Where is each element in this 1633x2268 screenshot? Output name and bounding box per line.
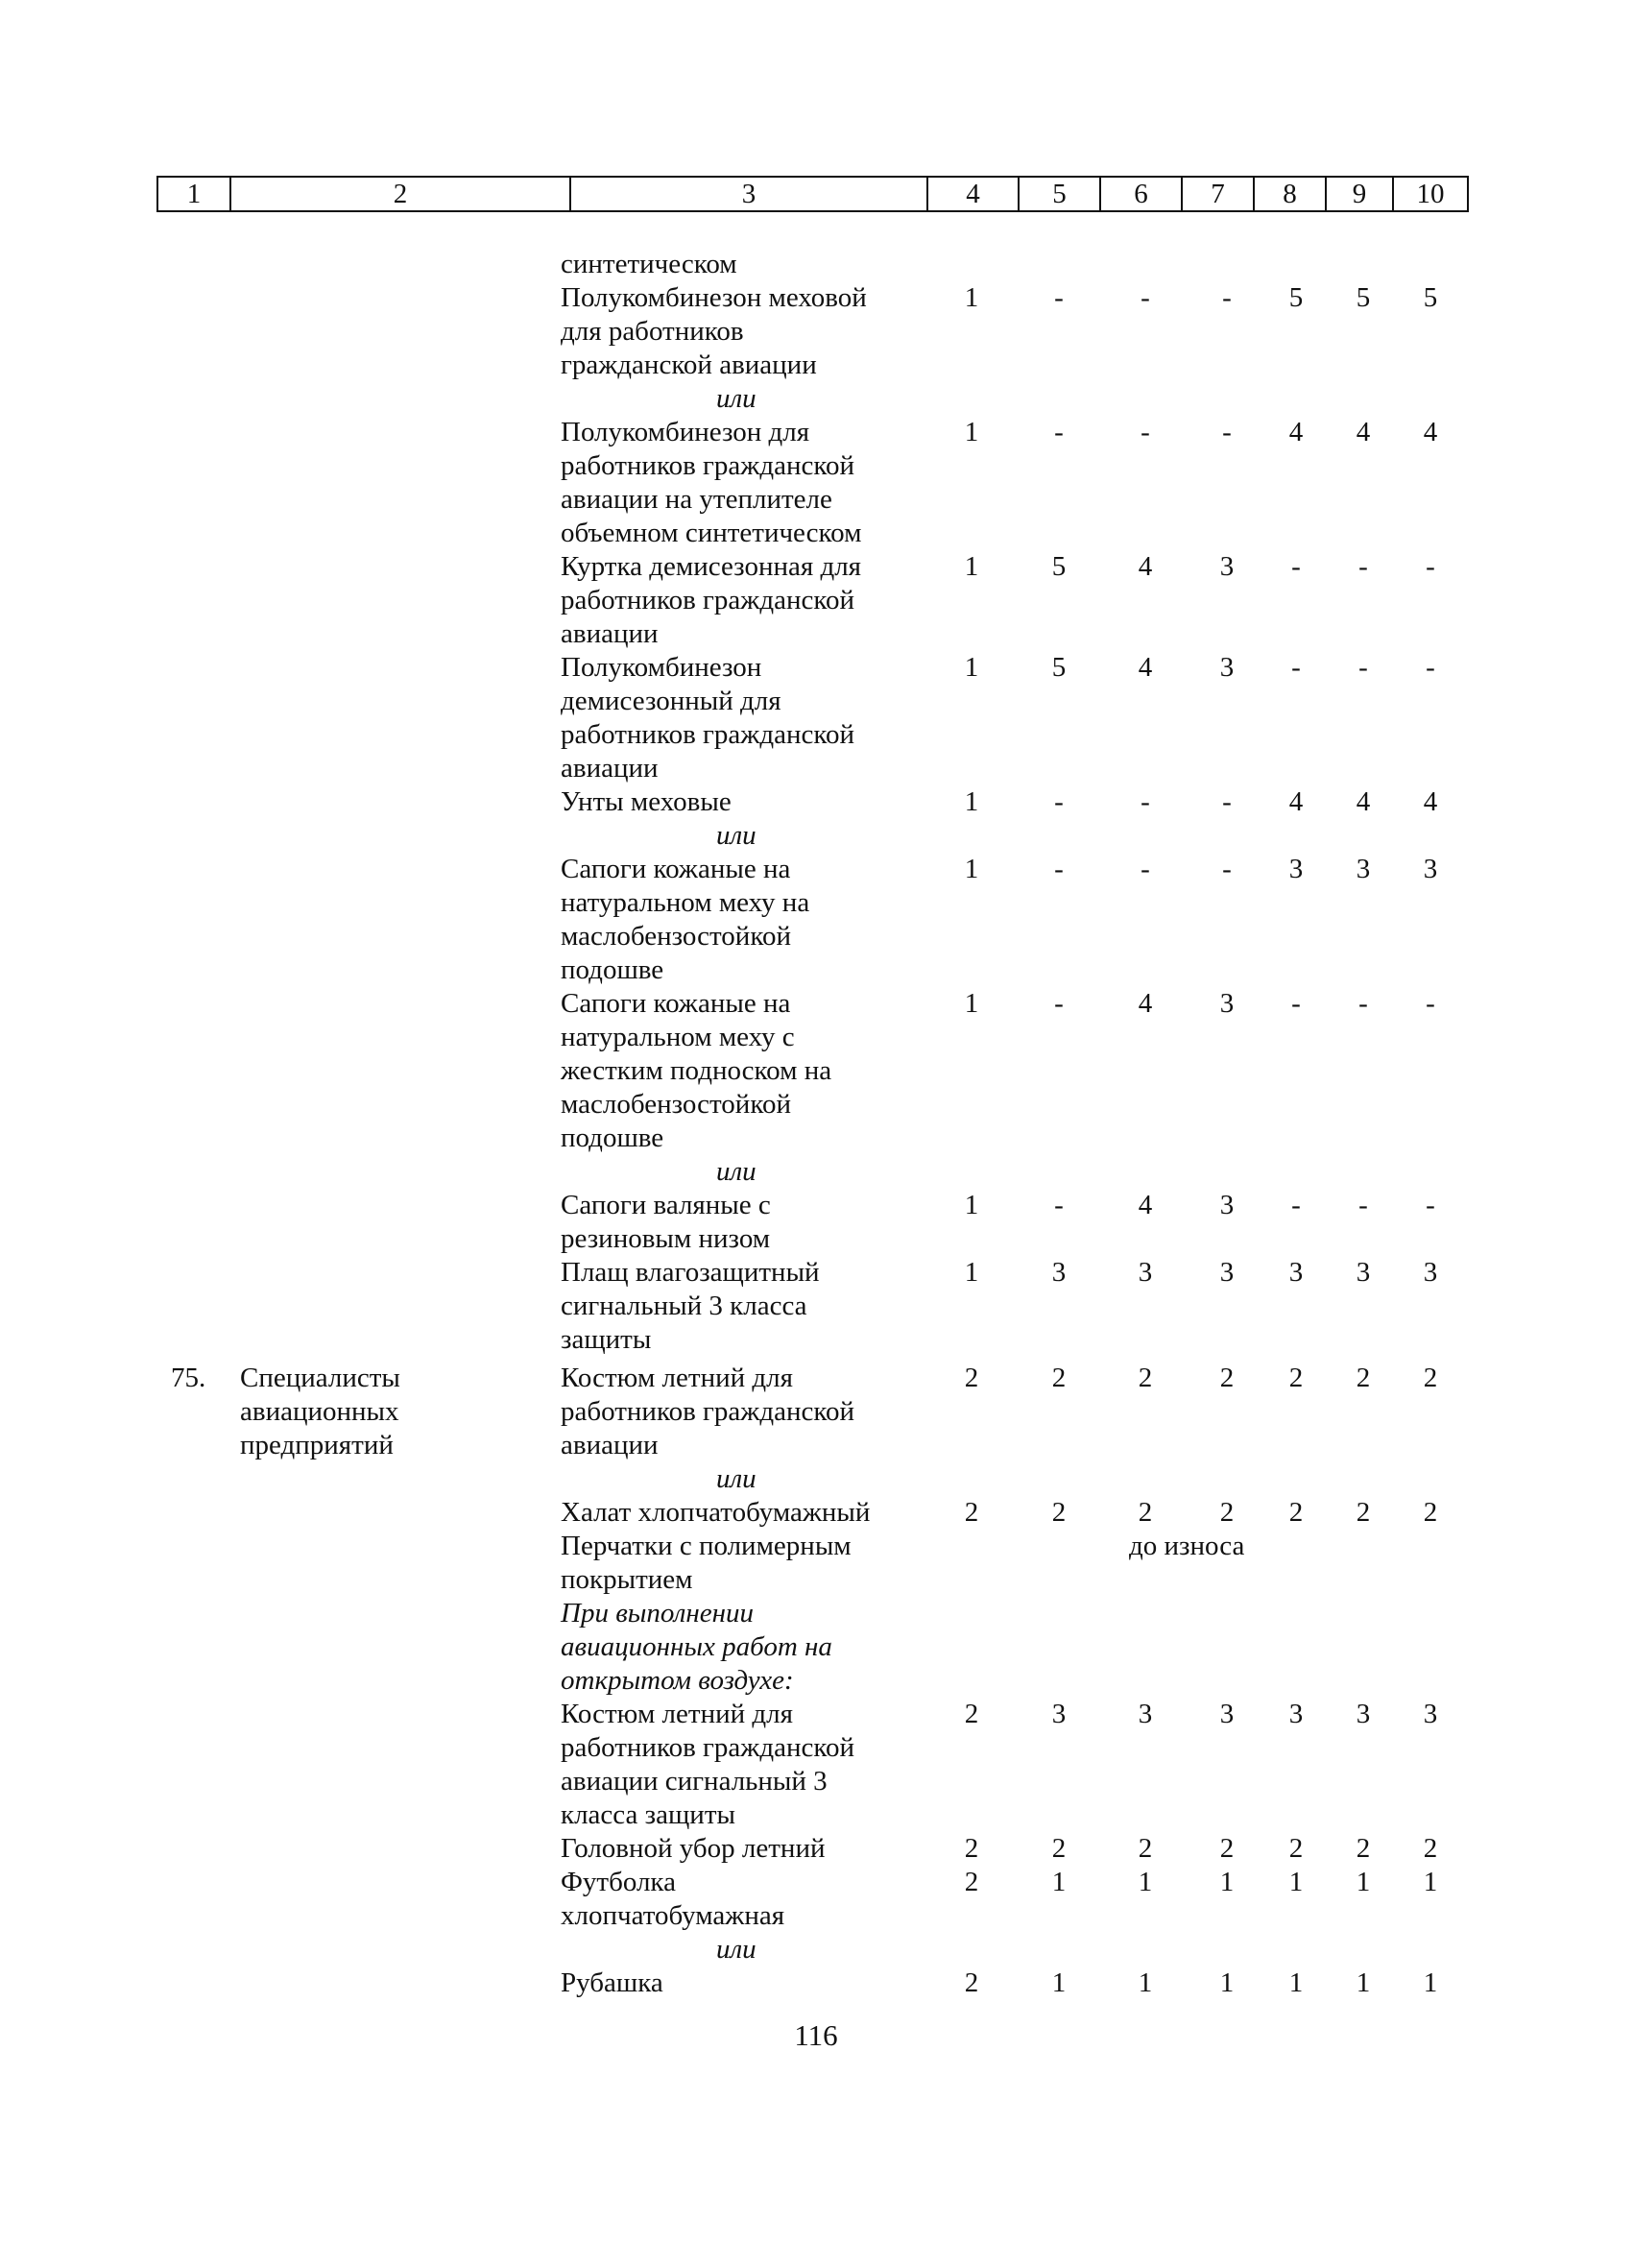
item-name-line: Рубашка xyxy=(561,1967,663,1998)
item-name-line: Костюм летний для xyxy=(561,1699,793,1729)
value-cell-col7: 3 xyxy=(1219,652,1235,683)
value-cell-col7: 3 xyxy=(1219,1699,1235,1729)
item-name-line: авиации на утеплителе xyxy=(561,484,832,515)
value-cell-col5: - xyxy=(1054,282,1064,313)
value-cell-col5: 1 xyxy=(1051,1867,1067,1897)
item-name-line: подошве xyxy=(561,1122,664,1153)
value-cell-col10: 3 xyxy=(1423,1699,1438,1729)
item-name-line: защиты xyxy=(561,1324,652,1355)
value-cell-col10: 1 xyxy=(1423,1967,1438,1998)
header-cell-5: 5 xyxy=(1018,178,1099,210)
value-cell-col5: 1 xyxy=(1051,1967,1067,1998)
value-cell-col7: 2 xyxy=(1219,1363,1235,1393)
value-cell-col6: 1 xyxy=(1138,1967,1153,1998)
item-name xyxy=(561,1832,918,1866)
item-name-line: покрытием xyxy=(561,1564,693,1595)
value-cell-col10: 3 xyxy=(1423,854,1438,884)
value-cell-col5: 3 xyxy=(1051,1699,1067,1729)
or-separator: или xyxy=(716,1156,756,1187)
value-cell-col4: 1 xyxy=(964,988,979,1019)
header-cell-6: 6 xyxy=(1099,178,1181,210)
item-name xyxy=(561,248,918,281)
item-name-line: Куртка демисезонная для xyxy=(561,551,862,582)
value-cell-col10: 5 xyxy=(1423,282,1438,313)
value-cell-col5: 2 xyxy=(1051,1833,1067,1864)
value-cell-col9: 3 xyxy=(1356,1699,1371,1729)
value-cell-col8: 4 xyxy=(1288,417,1304,447)
item-name xyxy=(561,1189,918,1256)
item-name-line: демисезонный для xyxy=(561,686,781,716)
value-cell-col8: 1 xyxy=(1288,1967,1304,1998)
value-cell-col9: 1 xyxy=(1356,1867,1371,1897)
item-name xyxy=(561,1530,918,1597)
header-cell-2: 2 xyxy=(229,178,569,210)
value-cell-col4: 2 xyxy=(964,1833,979,1864)
value-cell-col7: 3 xyxy=(1219,988,1235,1019)
value-cell-col10: 2 xyxy=(1423,1363,1438,1393)
value-cell-col7: 2 xyxy=(1219,1833,1235,1864)
item-name-line: Сапоги валяные с xyxy=(561,1190,771,1220)
value-cell-col5: 2 xyxy=(1051,1363,1067,1393)
value-cell-col6: 4 xyxy=(1138,652,1153,683)
value-cell-col9: 3 xyxy=(1356,1257,1371,1288)
value-cell-col5: - xyxy=(1054,786,1064,817)
page-number: 116 xyxy=(794,2018,838,2052)
value-cell-col9: 2 xyxy=(1356,1833,1371,1864)
or-separator: или xyxy=(716,1463,756,1494)
item-name-line: авиации xyxy=(561,618,659,649)
header-cell-8: 8 xyxy=(1253,178,1325,210)
item-name-line: работников гражданской xyxy=(561,1396,854,1427)
item-name-line: Костюм летний для xyxy=(561,1363,793,1393)
item-name-line: Унты меховые xyxy=(561,786,732,817)
value-cell-col5: 2 xyxy=(1051,1497,1067,1528)
value-cell-col7: 1 xyxy=(1219,1867,1235,1897)
item-name-line: Полукомбинезон для xyxy=(561,417,810,447)
value-cell-col8: 5 xyxy=(1288,282,1304,313)
value-cell-col5: 5 xyxy=(1051,551,1067,582)
value-cell-col4: 1 xyxy=(964,1257,979,1288)
value-cell-col10: - xyxy=(1426,988,1435,1019)
value-cell-col9: - xyxy=(1358,1190,1368,1220)
item-name-line: объемном синтетическом xyxy=(561,518,862,548)
value-cell-col9: 2 xyxy=(1356,1363,1371,1393)
value-cell-col10: 4 xyxy=(1423,417,1438,447)
value-cell-col8: 2 xyxy=(1288,1497,1304,1528)
value-cell-col10: - xyxy=(1426,1190,1435,1220)
item-name-line: работников гражданской xyxy=(561,585,854,615)
value-cell-col6: 2 xyxy=(1138,1497,1153,1528)
value-cell-col9: 4 xyxy=(1356,786,1371,817)
value-cell-col4: 1 xyxy=(964,652,979,683)
header-cell-1: 1 xyxy=(186,179,202,209)
row-number: 75. xyxy=(171,1363,206,1393)
item-name-line: натуральном меху на xyxy=(561,887,810,918)
value-cell-col8: - xyxy=(1291,652,1301,683)
header-cell-9: 9 xyxy=(1325,178,1392,210)
value-cell-col8: - xyxy=(1291,551,1301,582)
value-cell-col6: 3 xyxy=(1138,1699,1153,1729)
item-name-line: гражданской авиации xyxy=(561,350,817,380)
header-cell-3: 3 xyxy=(569,178,926,210)
item-name-line: натуральном меху с xyxy=(561,1022,795,1052)
item-name xyxy=(561,550,918,651)
item-name-line: резиновым низом xyxy=(561,1223,771,1254)
value-cell-col4: 1 xyxy=(964,1190,979,1220)
value-cell-col4: 1 xyxy=(964,282,979,313)
value-cell-col4: 2 xyxy=(964,1497,979,1528)
or-separator: или xyxy=(716,820,756,851)
header-cell-7: 7 xyxy=(1181,178,1253,210)
item-name xyxy=(561,987,918,1155)
value-cell-col7: - xyxy=(1222,417,1232,447)
value-cell-col7: 2 xyxy=(1219,1497,1235,1528)
value-cell-col8: 3 xyxy=(1288,1699,1304,1729)
profession-line: Специалисты xyxy=(240,1363,400,1393)
value-cell-col8: 3 xyxy=(1288,1257,1304,1288)
value-cell-col8: 3 xyxy=(1288,854,1304,884)
value-cell-col10: 3 xyxy=(1423,1257,1438,1288)
value-cell-col6: 4 xyxy=(1138,1190,1153,1220)
item-name-line: авиации xyxy=(561,1430,659,1460)
value-cell-col5: 5 xyxy=(1051,652,1067,683)
item-name-line: открытом воздухе: xyxy=(561,1665,794,1696)
value-cell-col9: - xyxy=(1358,551,1368,582)
value-cell-col8: - xyxy=(1291,1190,1301,1220)
item-name-line: Сапоги кожаные на xyxy=(561,988,791,1019)
wear-period-span: до износа xyxy=(1129,1531,1245,1561)
item-name xyxy=(561,281,918,382)
section-note xyxy=(561,1597,918,1698)
value-cell-col9: - xyxy=(1358,988,1368,1019)
item-name xyxy=(561,785,918,819)
value-cell-col10: 1 xyxy=(1423,1867,1438,1897)
value-cell-col6: 3 xyxy=(1138,1257,1153,1288)
item-name-line: маслобензостойкой xyxy=(561,921,791,952)
item-name-line: Футболка xyxy=(561,1867,676,1897)
item-name-line: Халат хлопчатобумажный xyxy=(561,1497,871,1528)
value-cell-col6: 1 xyxy=(1138,1867,1153,1897)
item-name xyxy=(561,1256,918,1357)
value-cell-col10: 2 xyxy=(1423,1833,1438,1864)
profession-line: предприятий xyxy=(240,1430,394,1460)
item-name-line: сигнальный 3 класса xyxy=(561,1291,807,1321)
item-name xyxy=(561,651,918,785)
value-cell-col7: 3 xyxy=(1219,1257,1235,1288)
item-name-line: Сапоги кожаные на xyxy=(561,854,791,884)
value-cell-col4: 1 xyxy=(964,786,979,817)
value-cell-col10: 4 xyxy=(1423,786,1438,817)
header-cell-10: 10 xyxy=(1392,178,1467,210)
value-cell-col10: - xyxy=(1426,551,1435,582)
item-name xyxy=(561,416,918,550)
item-name-line: маслобензостойкой xyxy=(561,1089,791,1120)
item-name-line: Полукомбинезон xyxy=(561,652,762,683)
item-name xyxy=(561,1966,918,2000)
item-name-line: подошве xyxy=(561,954,664,985)
item-name-line: класса защиты xyxy=(561,1799,735,1830)
value-cell-col6: 4 xyxy=(1138,988,1153,1019)
table-header xyxy=(156,176,1469,212)
value-cell-col7: 1 xyxy=(1219,1967,1235,1998)
value-cell-col7: - xyxy=(1222,854,1232,884)
value-cell-col5: - xyxy=(1054,417,1064,447)
value-cell-col6: 2 xyxy=(1138,1363,1153,1393)
item-name xyxy=(561,853,918,987)
value-cell-col4: 2 xyxy=(964,1967,979,1998)
value-cell-col6: - xyxy=(1141,786,1150,817)
value-cell-col8: 1 xyxy=(1288,1867,1304,1897)
value-cell-col9: 1 xyxy=(1356,1967,1371,1998)
item-name-line: работников гражданской xyxy=(561,1732,854,1763)
item-name xyxy=(561,1698,918,1832)
value-cell-col9: 4 xyxy=(1356,417,1371,447)
value-cell-col6: 2 xyxy=(1138,1833,1153,1864)
item-name-line: работников гражданской xyxy=(561,450,854,481)
value-cell-col10: - xyxy=(1426,652,1435,683)
header-cell-4: 4 xyxy=(926,178,1018,210)
value-cell-col6: - xyxy=(1141,854,1150,884)
value-cell-col5: - xyxy=(1054,854,1064,884)
value-cell-col6: - xyxy=(1141,417,1150,447)
value-cell-col8: - xyxy=(1291,988,1301,1019)
value-cell-col7: 3 xyxy=(1219,1190,1235,1220)
value-cell-col8: 4 xyxy=(1288,786,1304,817)
item-name-line: Перчатки с полимерным xyxy=(561,1531,852,1561)
item-name-line: синтетическом xyxy=(561,249,737,279)
value-cell-col9: 2 xyxy=(1356,1497,1371,1528)
or-separator: или xyxy=(716,383,756,414)
value-cell-col5: - xyxy=(1054,1190,1064,1220)
value-cell-col6: 4 xyxy=(1138,551,1153,582)
value-cell-col5: 3 xyxy=(1051,1257,1067,1288)
item-name xyxy=(561,1496,918,1530)
value-cell-col9: 5 xyxy=(1356,282,1371,313)
item-name-line: для работников xyxy=(561,316,744,347)
item-name-line: При выполнении xyxy=(561,1598,754,1629)
or-separator: или xyxy=(716,1934,756,1965)
value-cell-col7: - xyxy=(1222,282,1232,313)
value-cell-col5: - xyxy=(1054,988,1064,1019)
item-name-line: авиации xyxy=(561,753,659,784)
value-cell-col9: 3 xyxy=(1356,854,1371,884)
profession-line: авиационных xyxy=(240,1396,399,1427)
item-name-line: Головной убор летний xyxy=(561,1833,826,1864)
item-name-line: авиации сигнальный 3 xyxy=(561,1766,828,1797)
value-cell-col6: - xyxy=(1141,282,1150,313)
value-cell-col9: - xyxy=(1358,652,1368,683)
item-name-line: Полукомбинезон меховой xyxy=(561,282,867,313)
item-name xyxy=(561,1362,918,1462)
value-cell-col7: 3 xyxy=(1219,551,1235,582)
value-cell-col4: 1 xyxy=(964,854,979,884)
value-cell-col8: 2 xyxy=(1288,1833,1304,1864)
value-cell-col10: 2 xyxy=(1423,1497,1438,1528)
item-name-line: авиационных работ на xyxy=(561,1631,832,1662)
value-cell-col4: 1 xyxy=(964,551,979,582)
item-name-line: хлопчатобумажная xyxy=(561,1900,785,1931)
value-cell-col8: 2 xyxy=(1288,1363,1304,1393)
item-name-line: жестким подноском на xyxy=(561,1055,832,1086)
value-cell-col4: 2 xyxy=(964,1699,979,1729)
profession-name xyxy=(240,1362,528,1462)
item-name-line: Плащ влагозащитный xyxy=(561,1257,820,1288)
value-cell-col7: - xyxy=(1222,786,1232,817)
value-cell-col4: 1 xyxy=(964,417,979,447)
item-name xyxy=(561,1866,918,1933)
item-name-line: работников гражданской xyxy=(561,719,854,750)
value-cell-col4: 2 xyxy=(964,1363,979,1393)
value-cell-col4: 2 xyxy=(964,1867,979,1897)
